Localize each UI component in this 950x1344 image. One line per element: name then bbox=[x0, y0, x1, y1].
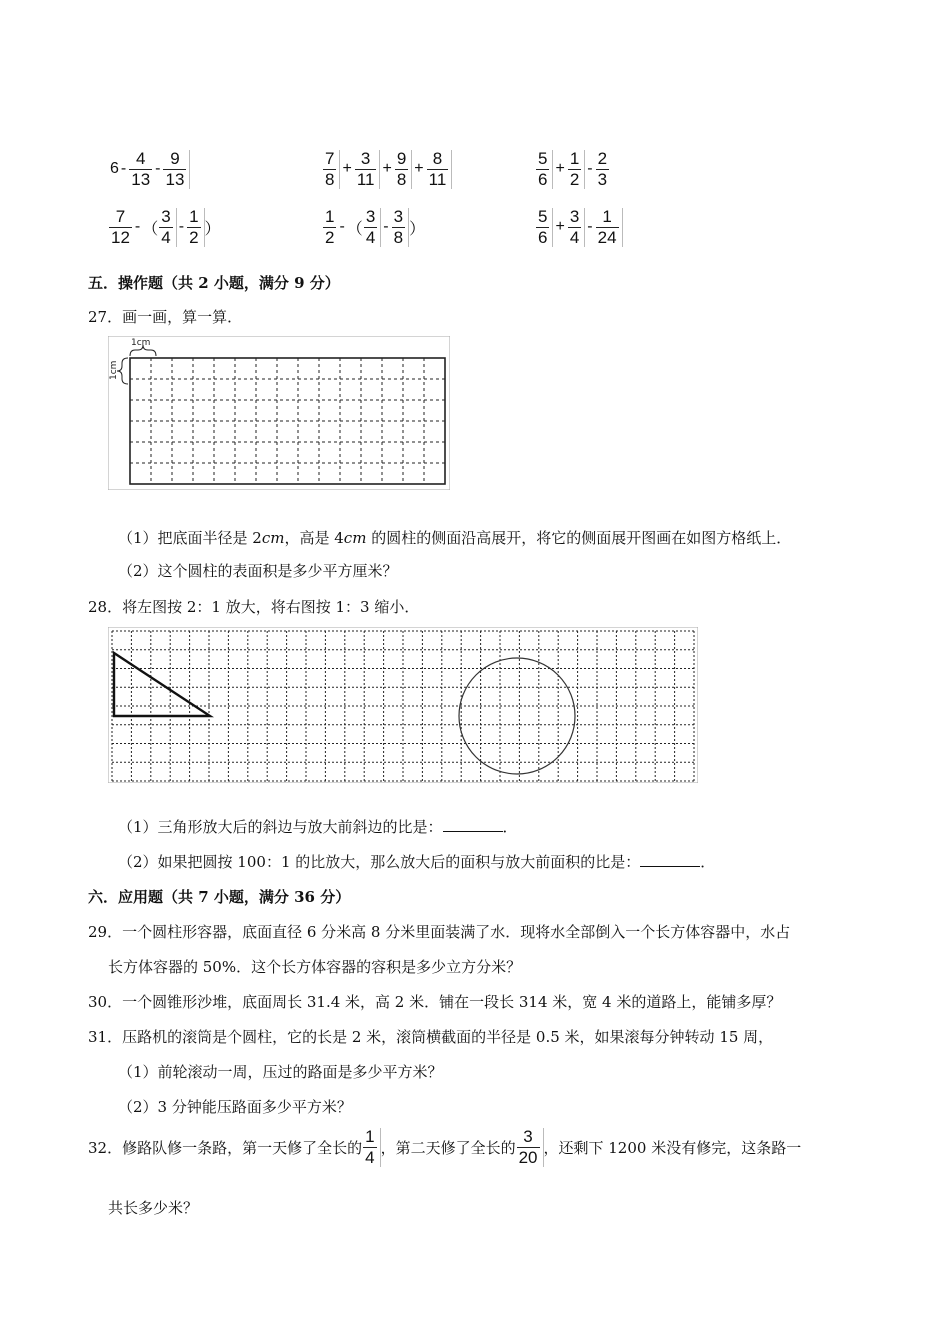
q31-sub1: （1）前轮滚动一周，压过的路面是多少平方米？ bbox=[118, 1063, 443, 1081]
label-1cm-side: 1cm bbox=[109, 360, 119, 380]
fraction: $\frac{5}{6}$ bbox=[538, 207, 548, 247]
q28-grid-figure bbox=[108, 627, 698, 783]
fraction: $\frac{3}{4}$ bbox=[161, 207, 171, 247]
section-5-heading: 五．操作题（共 2 小题，满分 9 分） bbox=[88, 274, 340, 292]
q28-title: 28．将左图按 2：1 放大，将右图按 1：3 缩小． bbox=[88, 598, 420, 616]
fraction: $\frac{5}{6}$ bbox=[538, 149, 548, 189]
fraction: $\frac{3}{20}$ bbox=[518, 1127, 538, 1167]
label-1cm-top: 1cm bbox=[131, 338, 151, 348]
fraction: $\frac{1}{2}$ bbox=[189, 207, 199, 247]
q31-sub2: （2）3 分钟能压路面多少平方米？ bbox=[118, 1098, 352, 1116]
q27-sub1: （1）把底面半径是 2cm，高是 4cm 的圆柱的侧面沿高展开，将它的侧面展开图画在如图方格纸上． bbox=[118, 529, 792, 547]
exercise-6: $\frac{5}{6}$ + $\frac{3}{4}$ - $\frac{1}{24}$ bbox=[535, 208, 623, 247]
fraction: $\frac{1}{24}$ bbox=[597, 207, 617, 247]
fraction: $\frac{7}{8}$ bbox=[325, 149, 335, 189]
exercise-2: $\frac{7}{8}$ + $\frac{3}{11}$ + $\frac{9}{8}$ + $\frac{8}{11}$ bbox=[322, 150, 452, 189]
exercise-5: $\frac{1}{2}$ - （ $\frac{3}{4}$ - $\frac{3}{8}$ ） bbox=[325, 207, 426, 247]
q27-title: 27．画一画，算一算． bbox=[88, 308, 243, 326]
fraction: $\frac{8}{11}$ bbox=[428, 149, 447, 189]
fraction: $\frac{2}{3}$ bbox=[597, 149, 608, 189]
answer-blank[interactable] bbox=[443, 817, 503, 832]
fraction: $\frac{4}{13}$ bbox=[131, 149, 151, 189]
fraction: $\frac{3}{11}$ bbox=[356, 149, 375, 189]
fraction: $\frac{3}{4}$ bbox=[569, 207, 580, 247]
q28-sub1: （1）三角形放大后的斜边与放大前斜边的比是： ． bbox=[118, 818, 518, 836]
fraction: $\frac{9}{13}$ bbox=[165, 149, 185, 189]
q29-line2: 长方体容器的 50%．这个长方体容器的容积是多少立方分米？ bbox=[108, 958, 522, 976]
q28-sub2: （2）如果把圆按 100：1 的比放大，那么放大后的面积与放大前面积的比是： ． bbox=[118, 853, 716, 871]
q27-sub2: （2）这个圆柱的表面积是多少平方厘米？ bbox=[118, 562, 398, 580]
q27-grid-figure bbox=[108, 336, 450, 490]
exercise-3: $\frac{5}{6}$ + $\frac{1}{2}$ - $\frac{2}{3}$ bbox=[538, 149, 608, 189]
fraction: $\frac{1}{2}$ bbox=[569, 149, 580, 189]
exercise-4: $\frac{7}{12}$ - （ $\frac{3}{4}$ - $\frac{1}{2}$ ） bbox=[111, 207, 221, 247]
q30-line1: 30．一个圆锥形沙堆，底面周长 31.4 米，高 2 米．铺在一段长 314 米，宽 4 米的道路上，能铺多厚？ bbox=[88, 993, 782, 1011]
fraction: $\frac{1}{2}$ bbox=[325, 207, 335, 247]
q32-line2: 共长多少米？ bbox=[108, 1199, 199, 1217]
section-6-heading: 六．应用题（共 7 小题，满分 36 分） bbox=[88, 888, 351, 906]
fraction: $\frac{1}{4}$ bbox=[365, 1127, 375, 1167]
fraction: $\frac{3}{8}$ bbox=[393, 207, 404, 247]
fraction: $\frac{7}{12}$ bbox=[111, 207, 130, 247]
q31-line1: 31．压路机的滚筒是个圆柱，它的长是 2 米，滚筒横截面的半径是 0.5 米，如果滚每分钟转动 15 周， bbox=[88, 1028, 774, 1046]
q29-line1: 29．一个圆柱形容器，底面直径 6 分米高 8 分米里面装满了水．现将水全部倒入一个长方体容器中，水占 bbox=[88, 923, 791, 941]
fraction: $\frac{9}{8}$ bbox=[396, 149, 407, 189]
fraction: $\frac{3}{4}$ bbox=[365, 207, 376, 247]
answer-blank[interactable] bbox=[640, 852, 700, 867]
q32-line1: 32．修路队修一条路，第一天修了全长的 $\frac{1}{4}$ ，第二天修了全长的 $\frac{3}{20}$ ，还剩下 1200 米没有修完，这条路一 bbox=[88, 1127, 802, 1167]
exercise-1: 6 - $\frac{4}{13}$ - $\frac{9}{13}$ bbox=[110, 150, 190, 189]
